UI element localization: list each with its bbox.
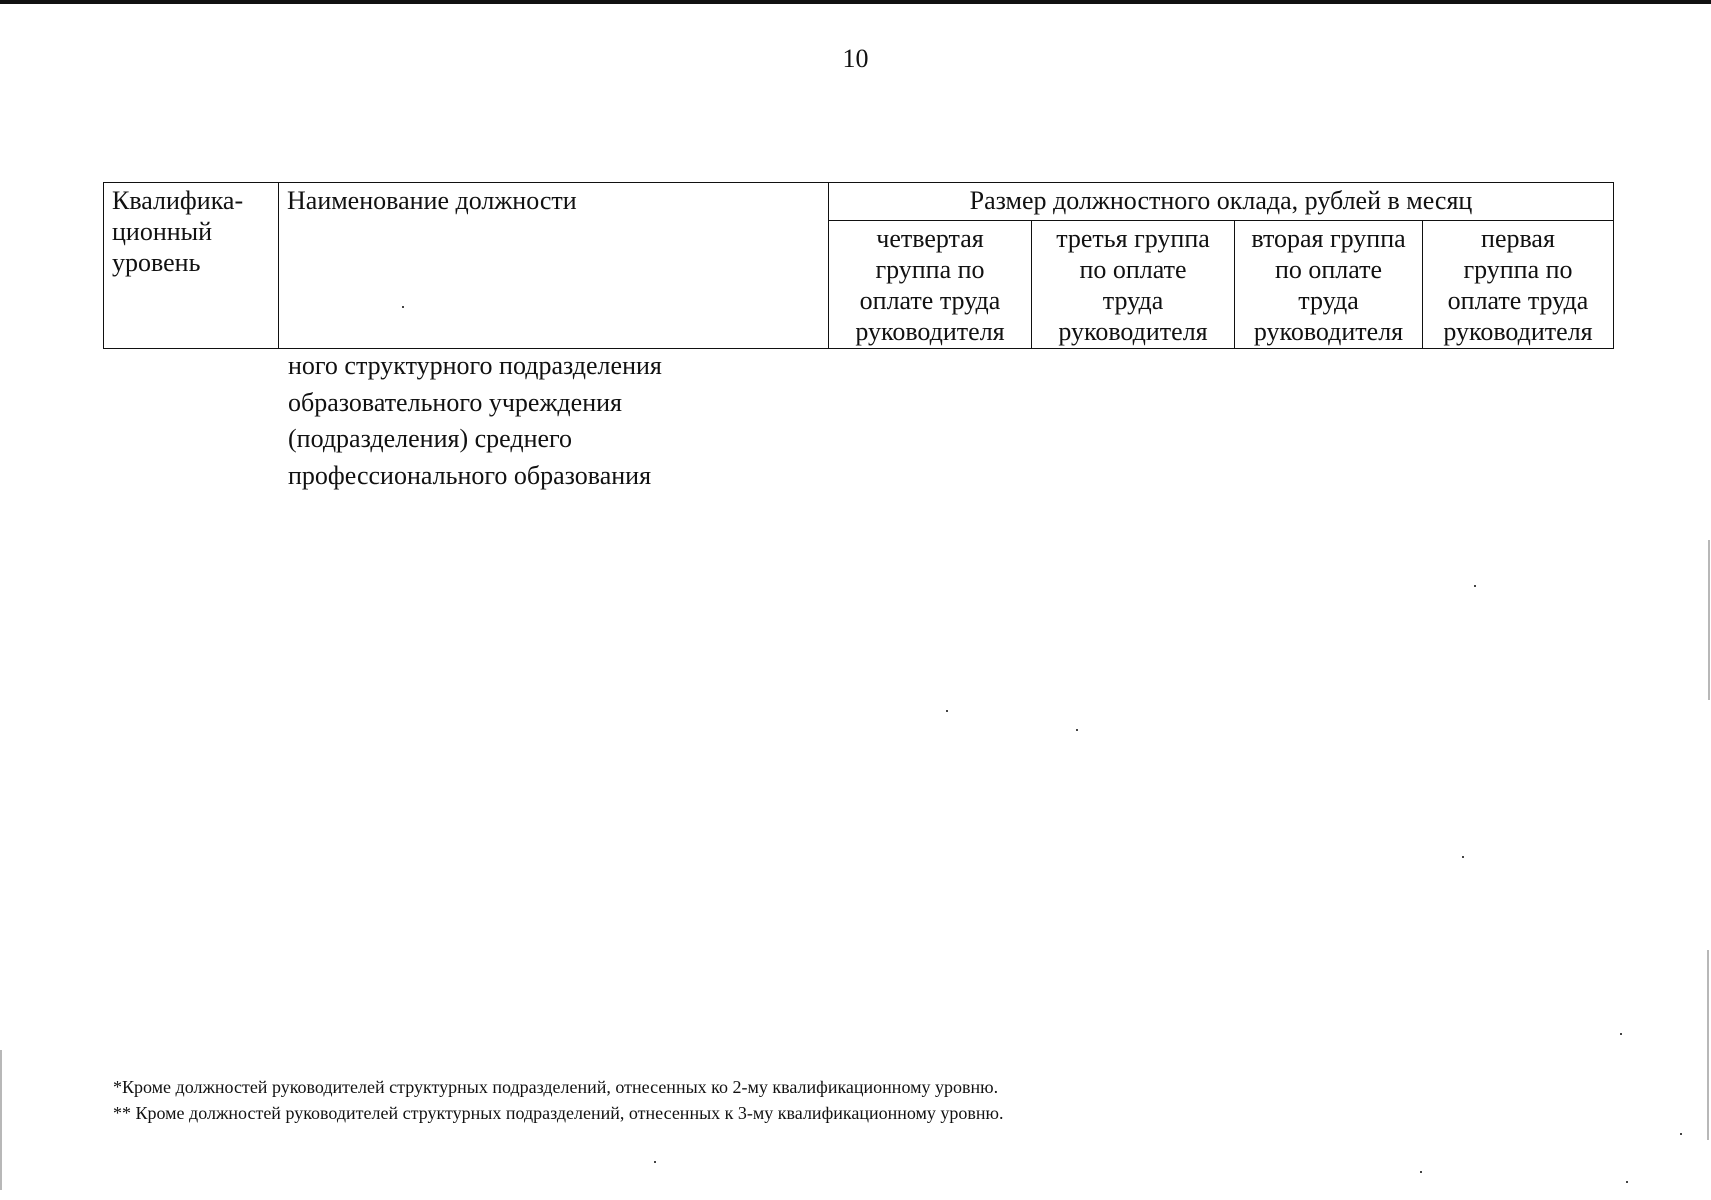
scan-speck xyxy=(1420,1171,1422,1173)
scan-edge-mark xyxy=(1707,950,1709,1140)
scan-speck xyxy=(1626,1181,1628,1183)
scan-speck xyxy=(402,306,404,308)
footnotes xyxy=(113,1074,1003,1126)
scan-speck xyxy=(654,1161,656,1163)
footnote-1: *Кроме должностей руководителей структурных подразделений, отнесенных ко 2-му квалификационному уровню. xyxy=(113,1077,999,1097)
continued-line: (подразделения) среднего xyxy=(288,424,573,453)
header-salary-title: Размер должностного оклада, рублей в месяц xyxy=(829,183,1614,221)
header-group-3: третья группа по оплате труда руководителя xyxy=(1032,221,1235,349)
scan-edge-mark xyxy=(0,1050,2,1190)
scan-speck xyxy=(1620,1033,1622,1035)
page-number: 10 xyxy=(842,44,869,73)
footnote-2: ** Кроме должностей руководителей структурных подразделений, отнесенных к 3-му квалификационному уровню. xyxy=(113,1103,1004,1123)
salary-table xyxy=(103,182,1614,349)
scan-speck xyxy=(1680,1133,1682,1135)
continued-line: образовательного учреждения xyxy=(288,387,622,417)
header-group-1: первая группа по оплате труда руководителя xyxy=(1423,221,1614,349)
scan-speck xyxy=(1474,585,1476,587)
scan-speck xyxy=(946,710,948,712)
continued-position-text xyxy=(288,348,662,494)
header-group-4: четвертая группа по оплате труда руководителя xyxy=(829,221,1032,349)
header-position-name: Наименование должности xyxy=(279,183,829,349)
continued-line: профессионального образования xyxy=(288,460,652,490)
scan-speck xyxy=(1076,729,1078,731)
top-scan-border xyxy=(0,0,1711,4)
header-qualification-level: Квалифика- ционный уровень xyxy=(104,183,279,349)
scan-edge-mark xyxy=(1708,540,1710,700)
scan-speck xyxy=(1462,856,1464,858)
continued-line: ного структурного подразделения xyxy=(288,351,662,380)
header-group-2: вторая группа по оплате труда руководителя xyxy=(1235,221,1423,349)
